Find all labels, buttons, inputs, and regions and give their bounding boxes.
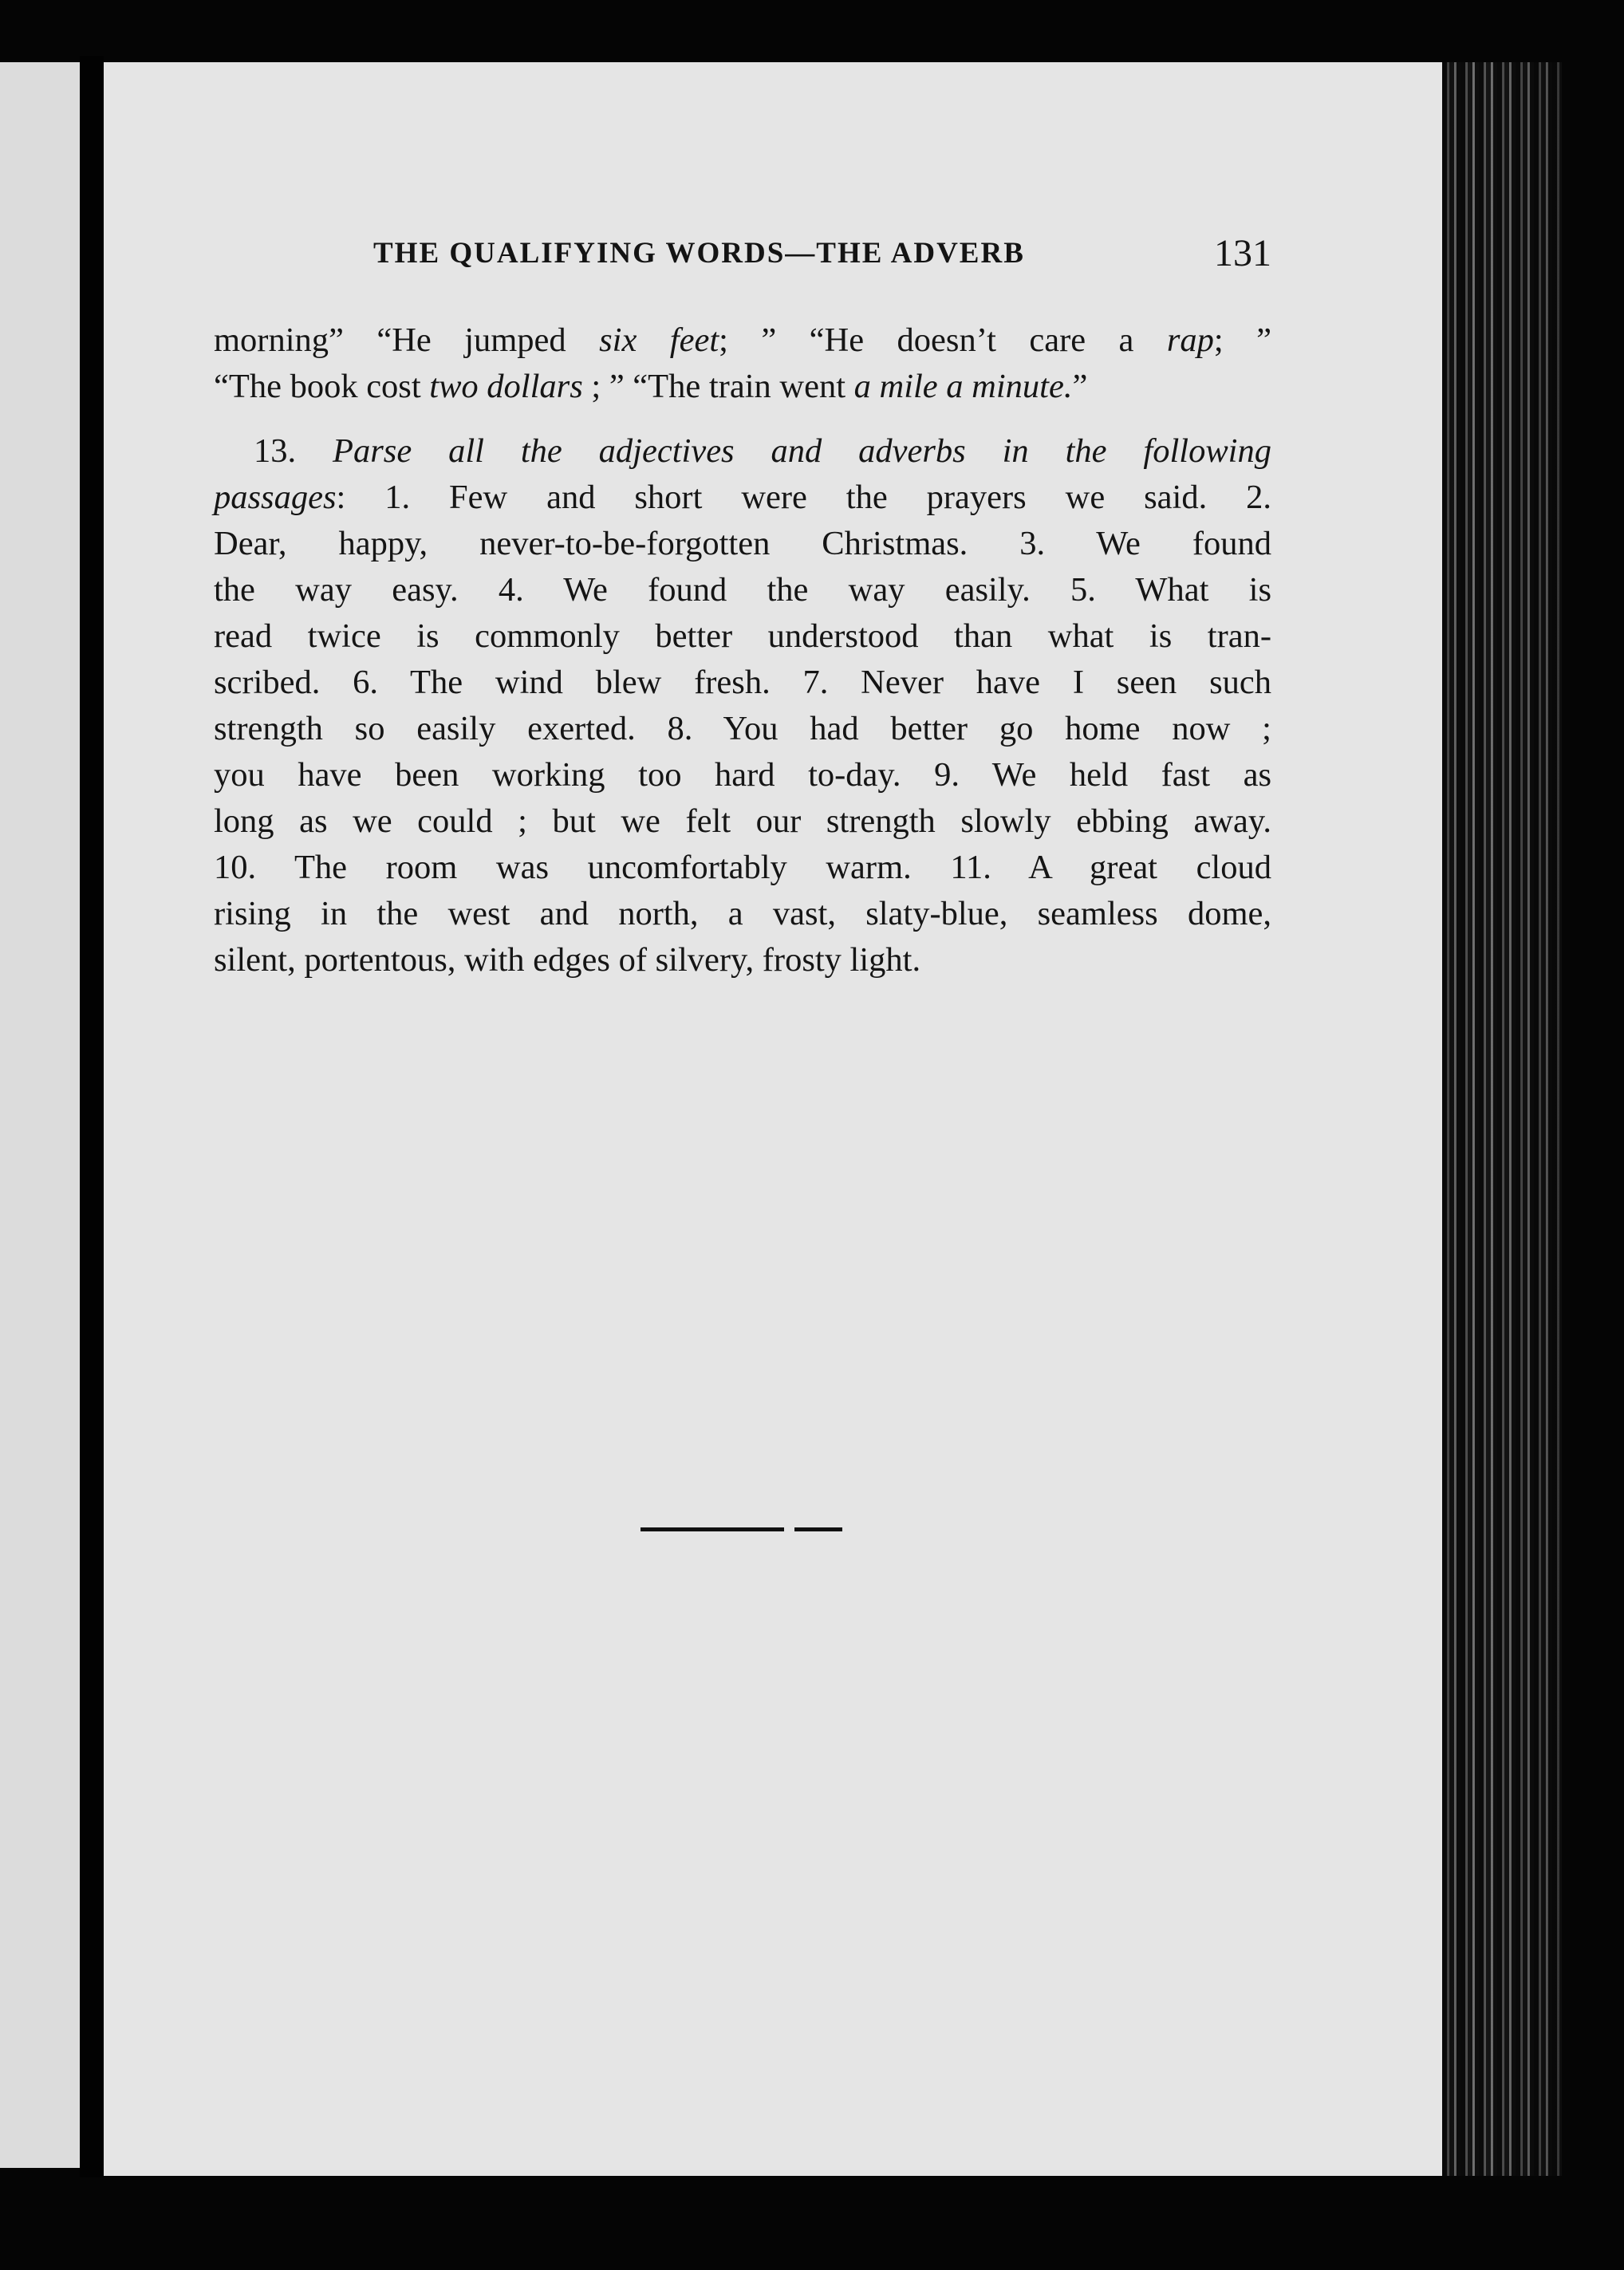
text-segment: 13.: [254, 432, 333, 470]
text-line: [214, 798, 1271, 845]
facing-page-edge: [0, 62, 80, 2168]
end-rule-long: [641, 1527, 784, 1531]
text-segment: 10. The room was uncomfortably warm. 11. A great cloud: [214, 849, 1271, 886]
italic-segment: passages: [214, 479, 337, 516]
paragraph-gap: [214, 410, 1271, 428]
text-segment: you have been working too hard to-day. 9. We held fast as: [214, 756, 1271, 794]
text-segment: read twice is commonly better understood than what is tran-: [214, 617, 1271, 655]
end-rule-short: [794, 1527, 842, 1531]
text-line: [214, 521, 1271, 567]
text-segment: : 1. Few and short were the prayers we said. 2.: [336, 479, 1271, 516]
text-line: [214, 475, 1271, 521]
text-line: [214, 428, 1271, 475]
text-line: [214, 752, 1271, 798]
text-segment: the way easy. 4. We found the way easily. 5. What is: [214, 571, 1271, 609]
text-line: [214, 567, 1271, 613]
text-segment: ; ” “The train went: [582, 368, 854, 405]
italic-segment: rap: [1166, 321, 1214, 359]
text-line: [214, 613, 1271, 660]
running-head-title: THE QUALIFYING WORDS—THE ADVERB: [373, 237, 1025, 270]
text-line: [214, 937, 1271, 983]
page-edges-shade: [1442, 62, 1562, 2176]
text-line: [214, 706, 1271, 752]
italic-segment: six feet: [599, 321, 719, 359]
page-number: 131: [1214, 232, 1271, 274]
text-segment: ”: [1072, 368, 1088, 405]
body-text: [214, 317, 1271, 983]
text-segment: Dear, happy, never-to-be-forgotten Christmas. 3. We found: [214, 525, 1271, 562]
text-line: [214, 660, 1271, 706]
italic-segment: two dollars: [429, 368, 583, 405]
text-line: [214, 845, 1271, 891]
text-line: [214, 317, 1271, 364]
text-line: [214, 364, 1271, 410]
text-segment: ; ” “He doesn’t care a: [719, 321, 1167, 359]
text-segment: strength so easily exerted. 8. You had better go home now ;: [214, 710, 1271, 747]
book-gutter: [80, 56, 104, 2177]
text-segment: rising in the west and north, a vast, slaty-blue, seamless dome,: [214, 895, 1271, 932]
italic-segment: Parse all the adjectives and adverbs in the following: [333, 432, 1271, 470]
text-segment: scribed. 6. The wind blew fresh. 7. Never have I seen such: [214, 664, 1271, 701]
text-segment: “The book cost: [214, 368, 430, 405]
text-segment: silent, portentous, with edges of silvery, frosty light.: [214, 941, 921, 979]
running-head: [214, 231, 1271, 279]
text-segment: ; ”: [1213, 321, 1272, 359]
text-line: [214, 891, 1271, 937]
italic-segment: a mile a minute.: [853, 368, 1073, 405]
text-segment: long as we could ; but we felt our strength slowly ebbing away.: [214, 802, 1271, 840]
text-segment: morning” “He jumped: [214, 321, 600, 359]
